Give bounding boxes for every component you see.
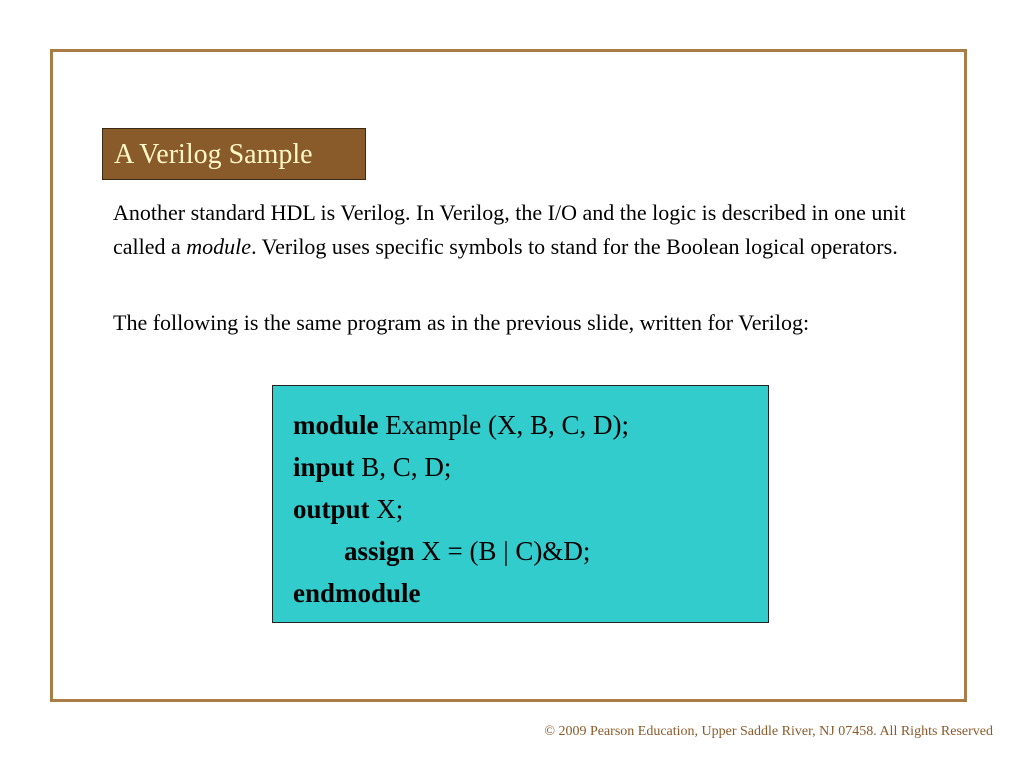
code-keyword: output <box>293 494 370 524</box>
code-keyword: input <box>293 452 355 482</box>
intro-emphasis: module <box>186 234 252 259</box>
code-keyword: module <box>293 410 379 440</box>
intro-text-start: Another standard HDL is Verilog. In Verilog, the I/O and the logic is described in one unit called a <box>113 200 906 259</box>
code-keyword: endmodule <box>293 578 421 608</box>
code-keyword: assign <box>344 536 415 566</box>
code-line-input <box>293 446 768 488</box>
code-block <box>272 385 769 623</box>
intro-text-end: . Verilog uses specific symbols to stand for the Boolean logical operators. <box>251 234 898 259</box>
following-paragraph: The following is the same program as in the previous slide, written for Verilog: <box>113 310 810 335</box>
code-text: B, C, D; <box>354 452 452 482</box>
code-line-assign <box>293 530 768 572</box>
code-text: Example (X, B, C, D); <box>378 410 629 440</box>
code-line-endmodule <box>293 572 768 614</box>
copyright-footer: © 2009 Pearson Education, Upper Saddle River, NJ 07458. All Rights Reserved <box>544 724 993 739</box>
code-line-output <box>293 488 768 530</box>
code-line-module <box>293 404 768 446</box>
slide-title: A Verilog Sample <box>102 128 366 180</box>
code-text: X = (B | C)&D; <box>414 536 591 566</box>
intro-paragraph <box>113 196 928 264</box>
code-text: X; <box>369 494 404 524</box>
